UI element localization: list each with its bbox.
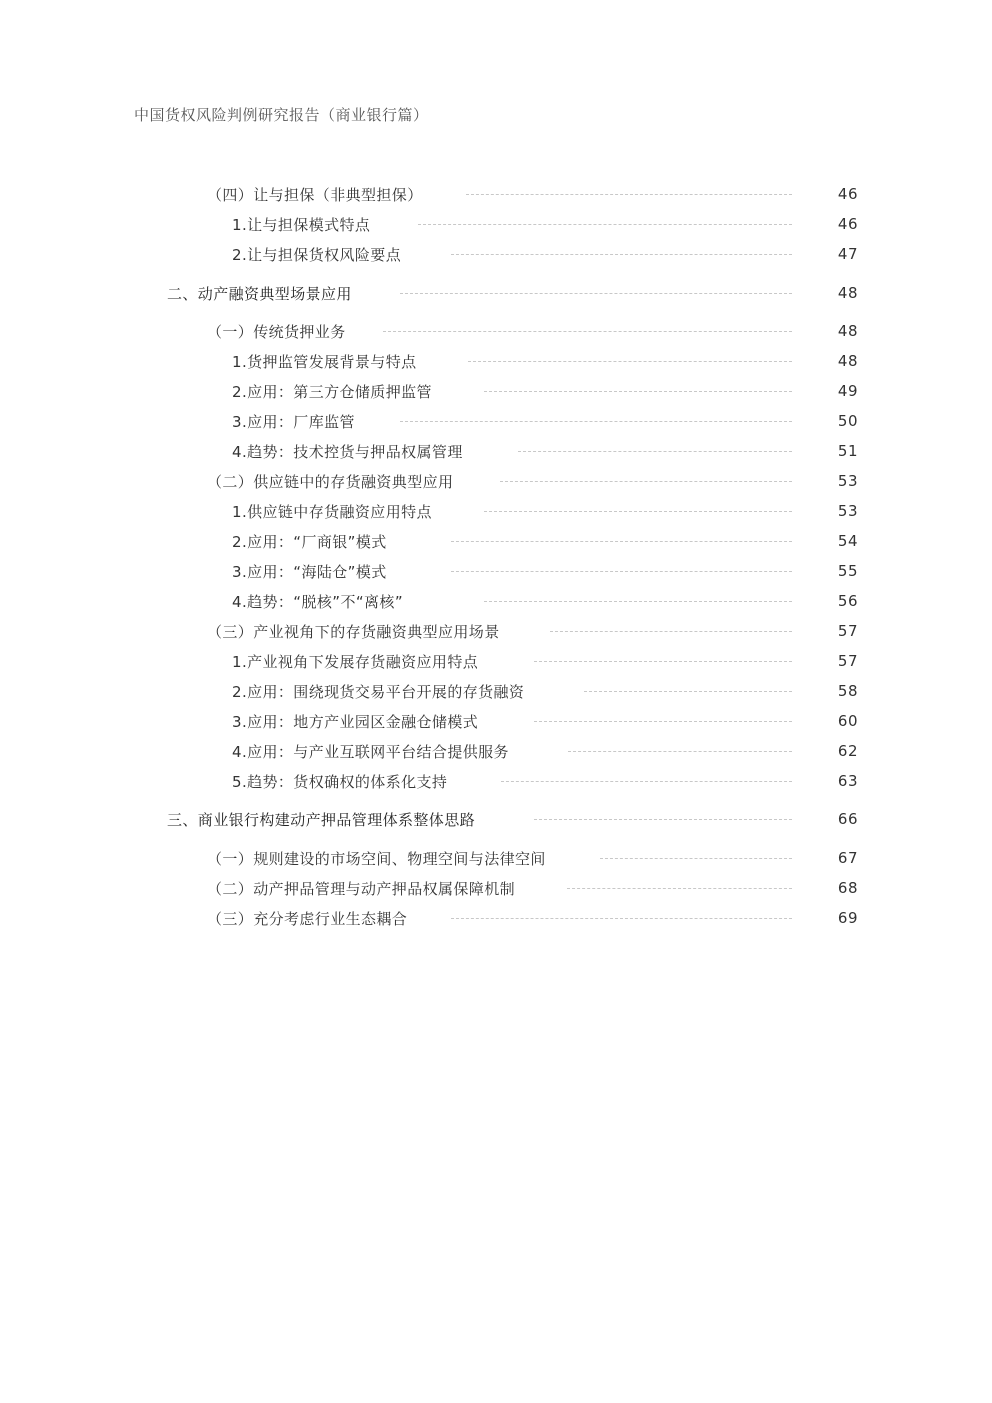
toc-dot-leader: [484, 511, 792, 512]
toc-entry-title: 1.货押监管发展背景与特点: [232, 352, 417, 371]
toc-entry-title: 1.让与担保模式特点: [232, 215, 371, 234]
toc-entry[interactable]: [207, 469, 858, 493]
toc-entry-title: 4.趋势：技术控货与押品权属管理: [232, 442, 463, 461]
toc-entry[interactable]: [207, 846, 858, 870]
toc-entry[interactable]: [207, 319, 858, 343]
toc-dot-leader: [600, 858, 792, 859]
toc-entry-page-number: 57: [837, 652, 858, 670]
toc-entry-title: 4.趋势：“脱核”不“离核”: [232, 592, 403, 611]
toc-entry[interactable]: [167, 807, 858, 831]
toc-entry-page-number: 57: [837, 622, 858, 640]
toc-entry-title: （二）动产押品管理与动产押品权属保障机制: [207, 879, 516, 898]
toc-entry[interactable]: [232, 409, 858, 433]
toc-entry-title: 1.供应链中存货融资应用特点: [232, 502, 432, 521]
toc-dot-leader: [383, 331, 792, 332]
toc-entry[interactable]: [232, 709, 858, 733]
toc-entry-page-number: 58: [837, 682, 858, 700]
toc-entry-title: 2.让与担保货权风险要点: [232, 245, 402, 264]
toc-dot-leader: [451, 918, 792, 919]
toc-entry-page-number: 49: [837, 382, 858, 400]
toc-entry[interactable]: [207, 906, 858, 930]
toc-entry-title: 2.应用：围绕现货交易平台开展的存货融资: [232, 682, 525, 701]
toc-entry[interactable]: [232, 679, 858, 703]
toc-entry-page-number: 67: [837, 849, 858, 867]
toc-dot-leader: [468, 361, 792, 362]
toc-entry[interactable]: [232, 769, 858, 793]
toc-dot-leader: [451, 254, 792, 255]
toc-entry-page-number: 68: [837, 879, 858, 897]
toc-entry-title: 5.趋势：货权确权的体系化支持: [232, 772, 448, 791]
toc-entry-page-number: 69: [837, 909, 858, 927]
toc-entry-title: 4.应用：与产业互联网平台结合提供服务: [232, 742, 509, 761]
toc-dot-leader: [451, 571, 792, 572]
toc-entry-title: 2.应用：“厂商银”模式: [232, 532, 387, 551]
toc-entry[interactable]: [167, 281, 858, 305]
toc-dot-leader: [418, 224, 792, 225]
toc-entry-page-number: 54: [837, 532, 858, 550]
toc-entry-title: （一）传统货押业务: [207, 322, 346, 341]
toc-entry[interactable]: [232, 649, 858, 673]
toc-entry-title: （二）供应链中的存货融资典型应用: [207, 472, 454, 491]
toc-dot-leader: [567, 888, 792, 889]
toc-entry-title: （三）产业视角下的存货融资典型应用场景: [207, 622, 500, 641]
toc-dot-leader: [534, 721, 792, 722]
toc-entry-page-number: 46: [837, 215, 858, 233]
toc-entry-page-number: 47: [837, 245, 858, 263]
toc-dot-leader: [484, 601, 792, 602]
toc-entry-page-number: 55: [837, 562, 858, 580]
toc-entry-title: （四）让与担保（非典型担保）: [207, 185, 423, 204]
toc-entry[interactable]: [232, 242, 858, 266]
toc-entry-title: 2.应用：第三方仓储质押监管: [232, 382, 432, 401]
toc-dot-leader: [584, 691, 792, 692]
toc-dot-leader: [400, 421, 792, 422]
toc-entry-page-number: 56: [837, 592, 858, 610]
toc-entry[interactable]: [232, 529, 858, 553]
toc-dot-leader: [534, 661, 792, 662]
toc-entry[interactable]: [207, 619, 858, 643]
toc-entry[interactable]: [232, 499, 858, 523]
toc-entry-page-number: 53: [837, 502, 858, 520]
toc-entry[interactable]: [232, 212, 858, 236]
toc-entry[interactable]: [232, 559, 858, 583]
toc-dot-leader: [534, 819, 792, 820]
toc-entry-page-number: 51: [837, 442, 858, 460]
toc-entry-page-number: 53: [837, 472, 858, 490]
toc-entry-title: （一）规则建设的市场空间、物理空间与法律空间: [207, 849, 546, 868]
toc-entry-title: 3.应用：地方产业园区金融仓储模式: [232, 712, 479, 731]
toc-entry-title: 二、动产融资典型场景应用: [167, 284, 352, 303]
toc-dot-leader: [501, 781, 792, 782]
toc-dot-leader: [568, 751, 792, 752]
toc-dot-leader: [466, 194, 792, 195]
toc-entry[interactable]: [232, 739, 858, 763]
toc-entry-title: 1.产业视角下发展存货融资应用特点: [232, 652, 479, 671]
toc-entry[interactable]: [232, 349, 858, 373]
toc-entry-page-number: 48: [837, 322, 858, 340]
toc-entry-title: （三）充分考虑行业生态耦合: [207, 909, 408, 928]
toc-entry-page-number: 50: [837, 412, 858, 430]
toc-entry[interactable]: [232, 379, 858, 403]
toc-dot-leader: [451, 541, 792, 542]
toc-entry[interactable]: [207, 182, 858, 206]
toc-entry-title: 3.应用：“海陆仓”模式: [232, 562, 387, 581]
toc-entry-page-number: 48: [837, 352, 858, 370]
toc-entry-title: 三、商业银行构建动产押品管理体系整体思路: [167, 810, 476, 829]
toc-dot-leader: [400, 293, 792, 294]
toc-entry-page-number: 60: [837, 712, 858, 730]
toc-entry-page-number: 62: [837, 742, 858, 760]
toc-dot-leader: [550, 631, 792, 632]
toc-entry-page-number: 66: [837, 810, 858, 828]
toc-dot-leader: [518, 451, 792, 452]
toc-entry-title: 3.应用：厂库监管: [232, 412, 355, 431]
toc-entry-page-number: 46: [837, 185, 858, 203]
toc-entry[interactable]: [207, 876, 858, 900]
toc-dot-leader: [484, 391, 792, 392]
toc-dot-leader: [500, 481, 792, 482]
toc-entry-page-number: 48: [837, 284, 858, 302]
toc-entry[interactable]: [232, 589, 858, 613]
toc-entry[interactable]: [232, 439, 858, 463]
toc-entry-page-number: 63: [837, 772, 858, 790]
running-header: 中国货权风险判例研究报告（商业银行篇）: [134, 106, 429, 124]
